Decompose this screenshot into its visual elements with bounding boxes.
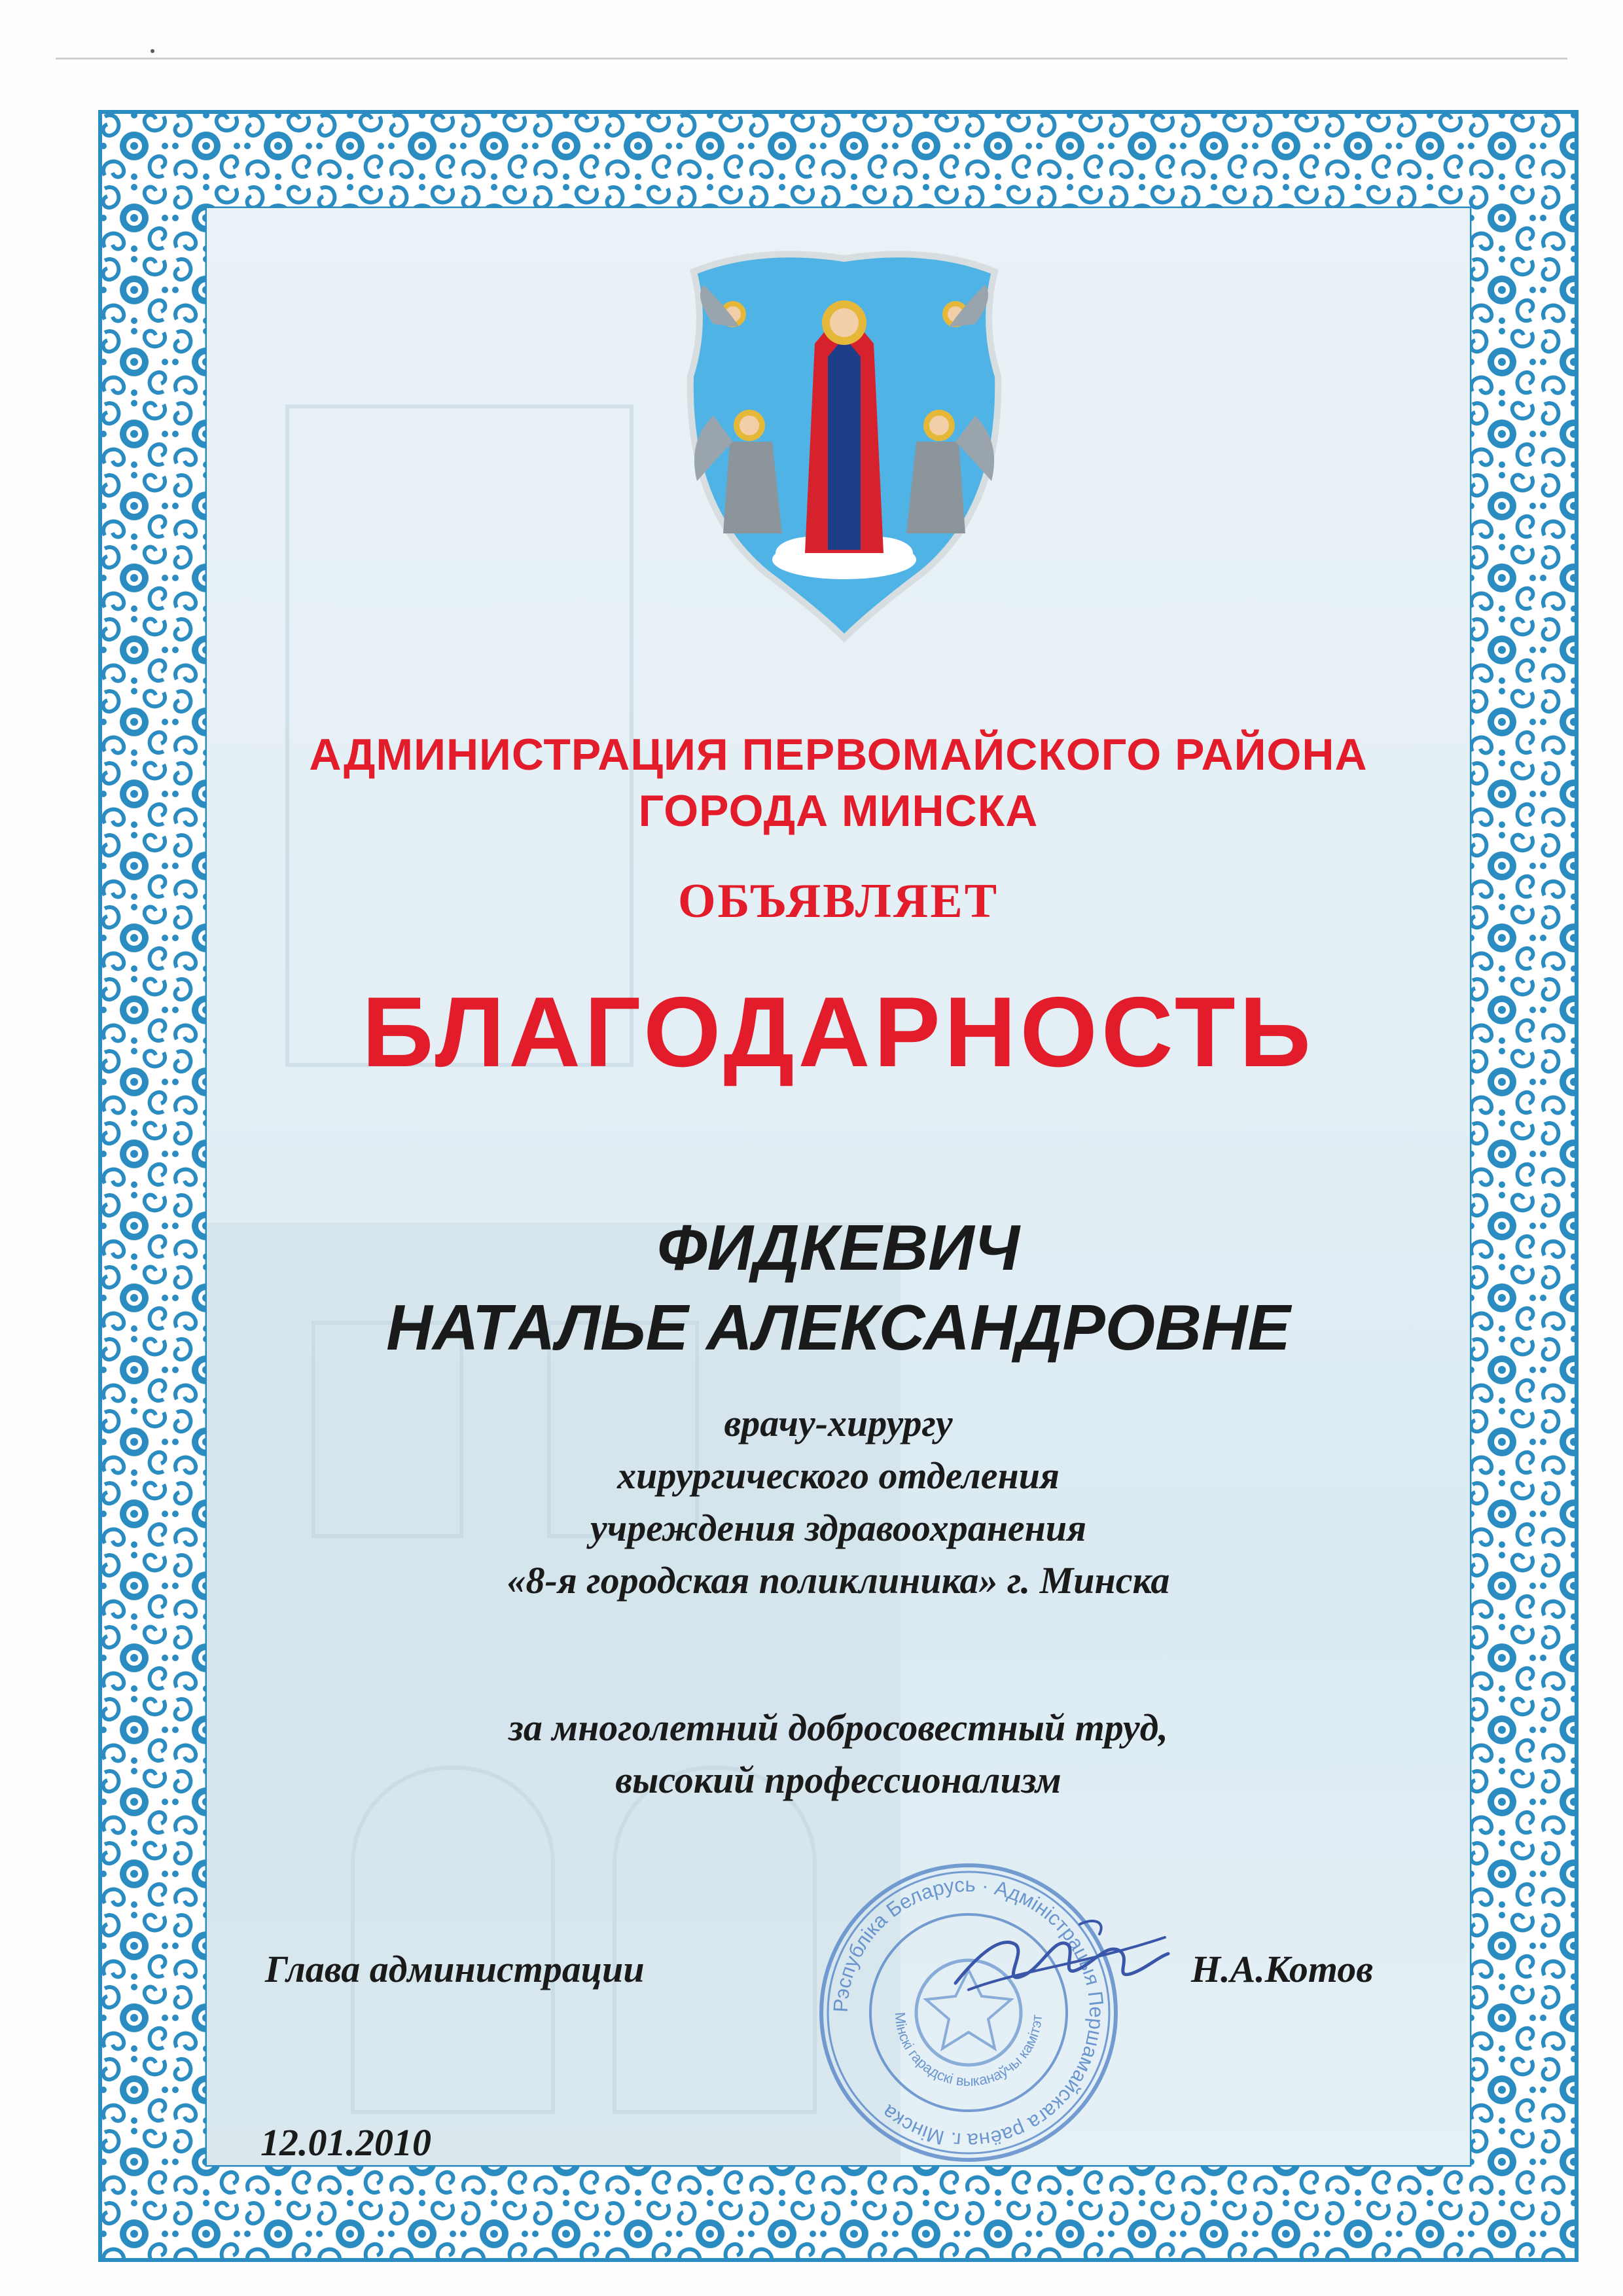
issue-date: 12.01.2010 <box>260 2121 431 2164</box>
announces-label: ОБЪЯВЛЯЕТ <box>677 874 999 928</box>
handwritten-signature-icon <box>942 1898 1178 2016</box>
arched-window <box>351 1766 555 2114</box>
position-line: учреждения здравоохранения <box>590 1507 1086 1549</box>
scan-speck <box>151 49 154 53</box>
seal-inner-text: Мінскі гарадскі выканаўчы камітэт <box>891 2011 1046 2090</box>
reason-line: за многолетний добросовестный труд, <box>508 1706 1168 1749</box>
recipient-surname: ФИДКЕВИЧ <box>656 1211 1020 1283</box>
recipient-given-names: НАТАЛЬЕ АЛЕКСАНДРОВНЕ <box>386 1291 1291 1363</box>
scan-edge-line <box>56 58 1567 60</box>
organization-line-2: ГОРОДА МИНСКА <box>638 786 1039 836</box>
organization-name <box>207 726 1470 839</box>
certificate-title: БЛАГОДАРНОСТЬ <box>362 977 1315 1088</box>
seal-outer-text: Рэспубліка Беларусь · Адміністрацыя Першамайскага раёна г. Мінска <box>829 1873 1109 2153</box>
coat-of-arms-icon <box>674 245 1014 645</box>
position-line: врачу-хирургу <box>724 1402 953 1444</box>
recipient-position <box>207 1397 1470 1607</box>
position-line: хирургического отделения <box>617 1454 1060 1497</box>
arched-window <box>613 1766 817 2114</box>
reason-line: высокий профессионализм <box>615 1759 1061 1801</box>
position-line: «8-я городская поликлиника» г. Минска <box>507 1559 1170 1602</box>
award-reason <box>207 1702 1470 1806</box>
signatory-name: Н.А.Котов <box>1191 1948 1374 1990</box>
svg-text:Мінскі гарадскі выканаўчы камі <box>892 2011 1045 2089</box>
recipient-name <box>207 1208 1470 1367</box>
organization-line-1: АДМИНИСТРАЦИЯ ПЕРВОМАЙСКОГО РАЙОНА <box>309 730 1368 780</box>
signatory-title: Глава администрации <box>265 1948 645 1990</box>
